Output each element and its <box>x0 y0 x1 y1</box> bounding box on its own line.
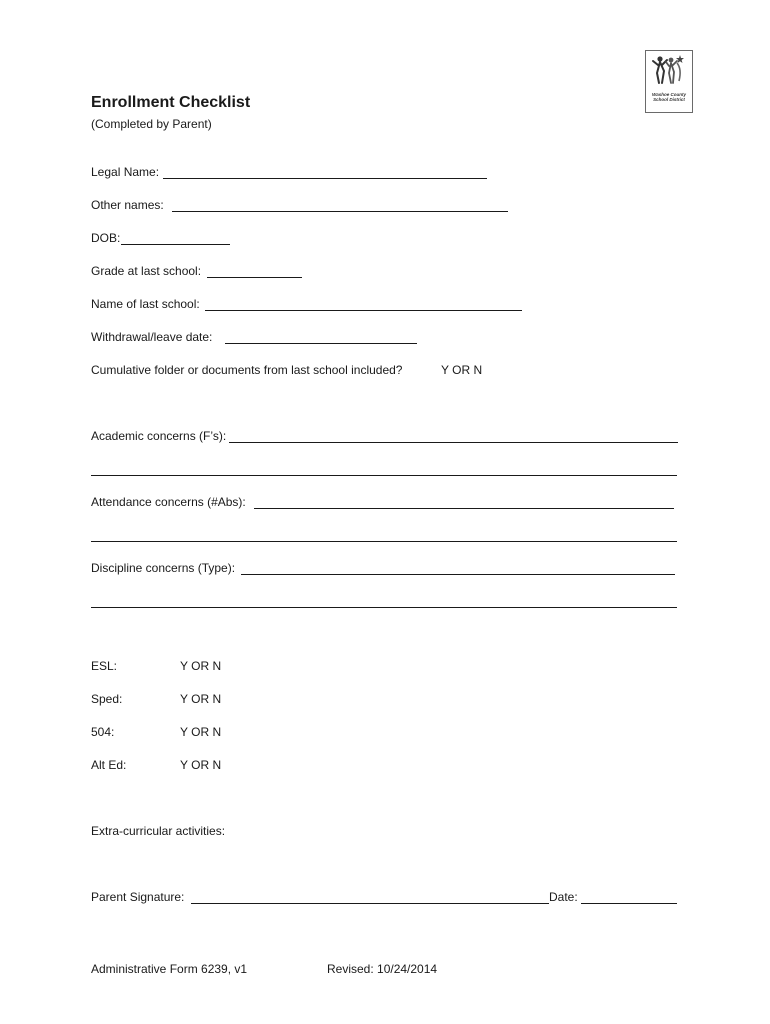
academic-concerns-label: Academic concerns (F’s): <box>91 429 227 443</box>
other-names-field[interactable] <box>172 211 508 212</box>
sped-choice[interactable]: Y OR N <box>180 692 222 706</box>
withdrawal-date-field[interactable] <box>225 343 417 344</box>
cumulative-folder-label: Cumulative folder or documents from last school included? <box>91 363 403 377</box>
academic-concerns-field-2[interactable] <box>91 475 677 476</box>
504-choice[interactable]: Y OR N <box>180 725 222 739</box>
logo-text <box>646 92 692 102</box>
logo-line2: School District <box>653 97 685 102</box>
dob-field[interactable] <box>121 244 230 245</box>
logo-line1: Washoe County <box>652 92 686 97</box>
district-logo <box>645 50 693 113</box>
parent-signature-label: Parent Signature: <box>91 890 185 904</box>
revised-date: Revised: 10/24/2014 <box>327 962 438 976</box>
page-subtitle: (Completed by Parent) <box>91 117 212 131</box>
discipline-concerns-field-2[interactable] <box>91 607 677 608</box>
page-title: Enrollment Checklist <box>91 94 251 111</box>
name-last-school-label: Name of last school: <box>91 297 200 311</box>
alt-ed-choice[interactable]: Y OR N <box>180 758 222 772</box>
discipline-concerns-label: Discipline concerns (Type): <box>91 561 236 575</box>
esl-label: ESL: <box>91 659 118 673</box>
academic-concerns-field[interactable] <box>229 442 678 443</box>
legal-name-label: Legal Name: <box>91 165 160 179</box>
attendance-concerns-field-2[interactable] <box>91 541 677 542</box>
attendance-concerns-label: Attendance concerns (#Abs): <box>91 495 246 509</box>
504-label: 504: <box>91 725 115 739</box>
dob-label: DOB: <box>91 231 121 245</box>
name-last-school-field[interactable] <box>205 310 522 311</box>
withdrawal-date-label: Withdrawal/leave date: <box>91 330 213 344</box>
attendance-concerns-field[interactable] <box>254 508 674 509</box>
grade-last-school-label: Grade at last school: <box>91 264 202 278</box>
sped-label: Sped: <box>91 692 123 706</box>
discipline-concerns-field[interactable] <box>241 574 675 575</box>
parent-signature-field[interactable] <box>191 903 549 904</box>
figures-icon <box>646 51 692 91</box>
esl-choice[interactable]: Y OR N <box>180 659 222 673</box>
legal-name-field[interactable] <box>163 178 487 179</box>
extra-curricular-label: Extra-curricular activities: <box>91 824 226 838</box>
form-id: Administrative Form 6239, v1 <box>91 962 248 976</box>
date-label: Date: <box>549 890 578 904</box>
cumulative-folder-choice[interactable]: Y OR N <box>441 363 483 377</box>
date-field[interactable] <box>581 903 677 904</box>
other-names-label: Other names: <box>91 198 164 212</box>
alt-ed-label: Alt Ed: <box>91 758 127 772</box>
grade-last-school-field[interactable] <box>207 277 302 278</box>
